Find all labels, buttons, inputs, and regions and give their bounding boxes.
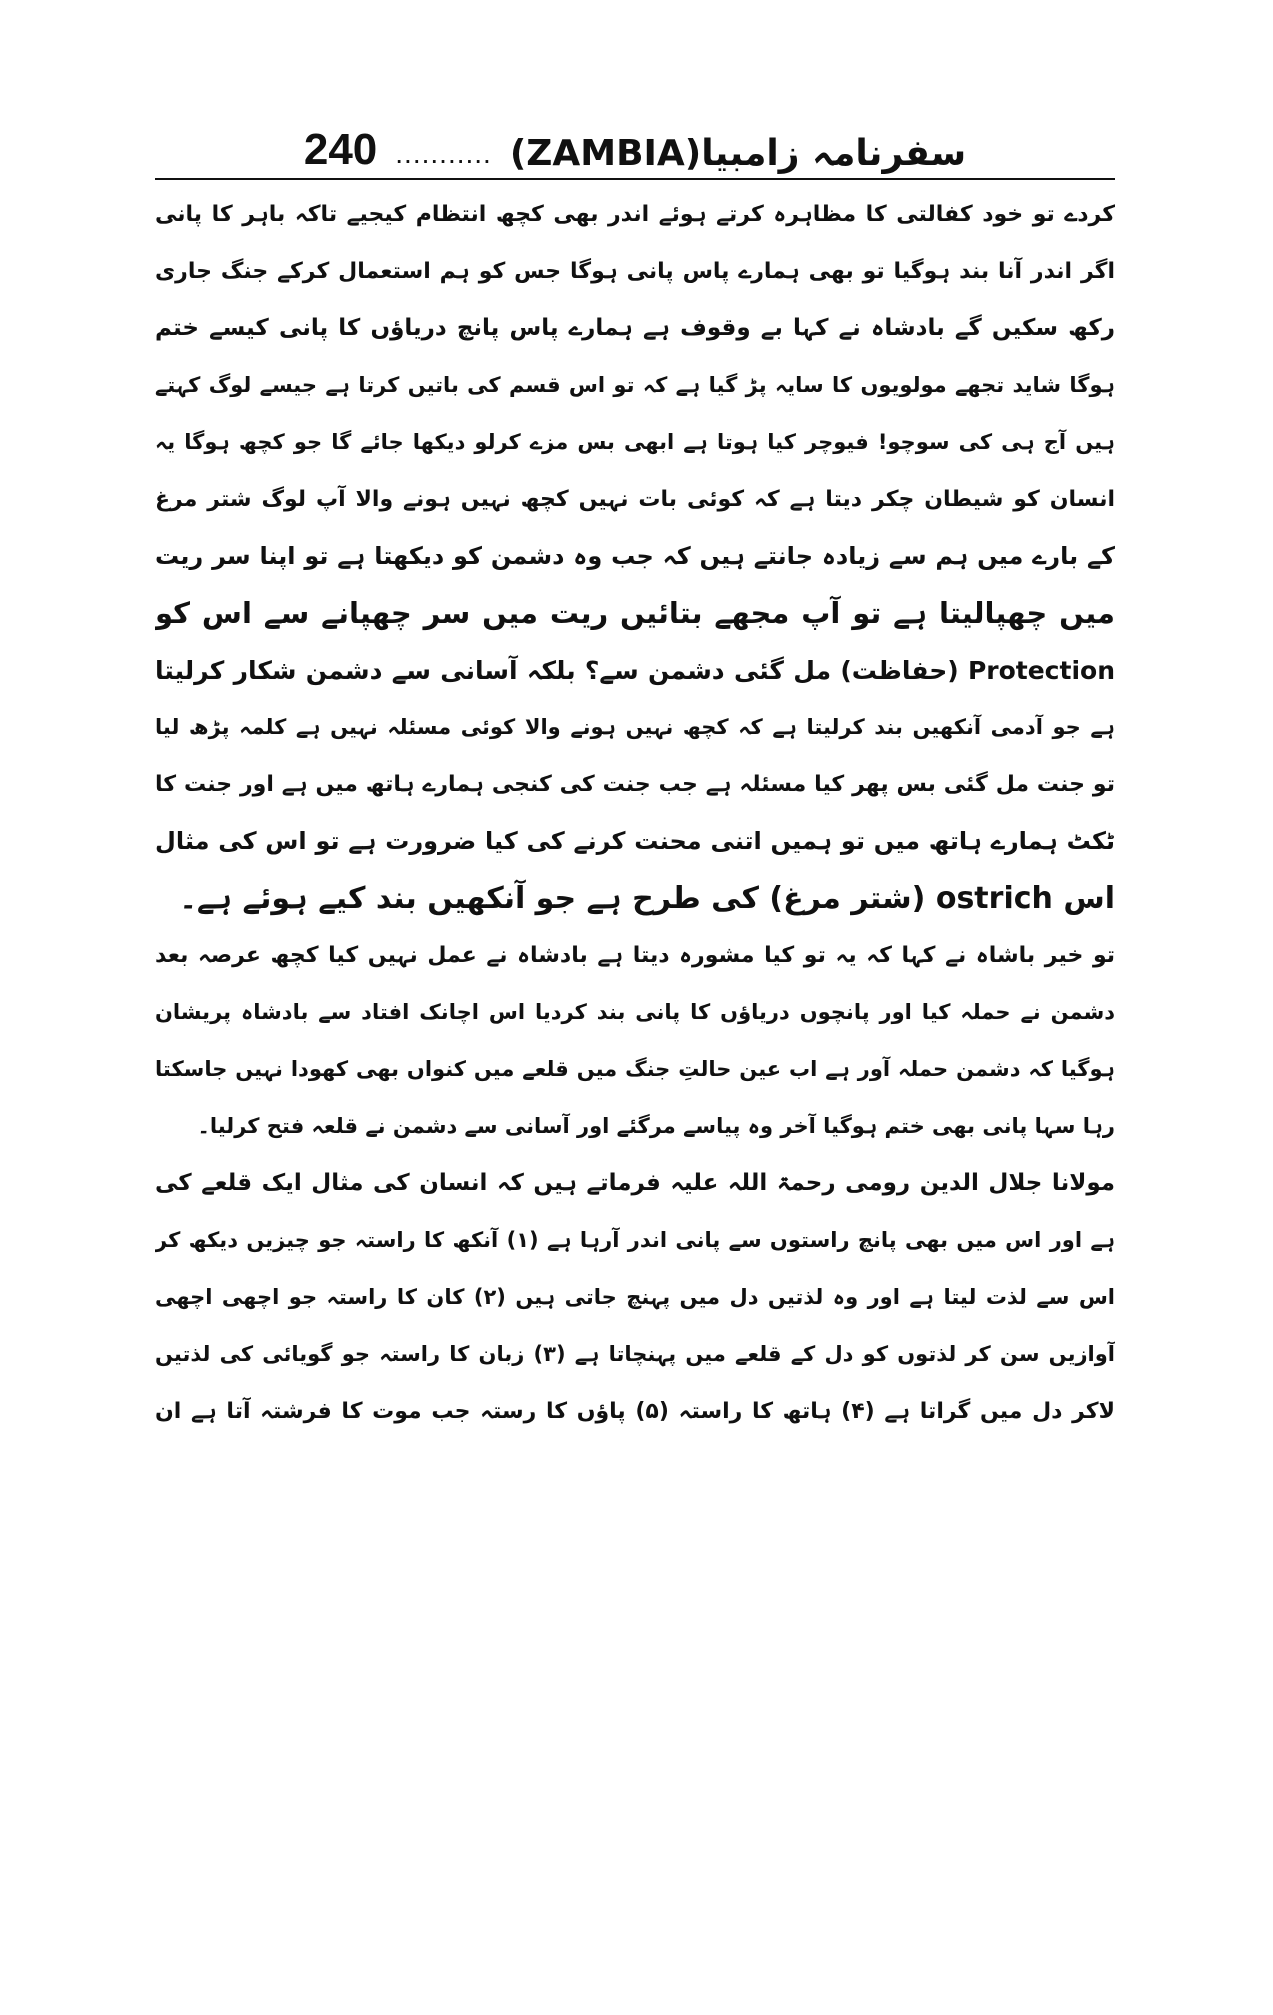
text-line: مولانا جلال الدین رومی رحمۃ اللہ علیہ فرماتے ہیں کہ انسان کی مثال ایک قلعے کی bbox=[155, 1170, 1115, 1196]
text-line: Protection (حفاظت) مل گئی دشمن سے؟ بلکہ آسانی سے دشمن شکار کرلیتا bbox=[155, 656, 1115, 685]
text-line: ہیں آج ہی کی سوچو! فیوچر کیا ہوتا ہے ابھی بس مزے کرلو دیکھا جائے گا جو کچھ ہوگا یہ bbox=[155, 430, 1115, 454]
header-divider bbox=[155, 178, 1115, 180]
book-title: سفرنامہ زامبیا(ZAMBIA) bbox=[509, 133, 967, 174]
text-line: لاکر دل میں گراتا ہے (۴) ہاتھ کا راستہ (۵) پاؤں کا رستہ جب موت کا فرشتہ آتا ہے ان bbox=[155, 1399, 1115, 1424]
text-line: اگر اندر آنا بند ہوگیا تو بھی ہمارے پاس پانی ہوگا جس کو ہم استعمال کرکے جنگ جاری bbox=[155, 259, 1115, 284]
text-line: تو خیر باشاہ نے کہا کہ یہ تو کیا مشورہ دیتا ہے بادشاہ نے عمل نہیں کیا کچھ عرصہ بعد bbox=[155, 943, 1115, 968]
dot-leader: ........... bbox=[395, 138, 492, 169]
text-line: کے بارے میں ہم سے زیادہ جانتے ہیں کہ جب وہ دشمن کو دیکھتا ہے تو اپنا سر ریت bbox=[155, 542, 1115, 570]
text-line: دشمن نے حملہ کیا اور پانچوں دریاؤں کا پانی بند کردیا اس اچانک افتاد سے بادشاہ پریشان bbox=[155, 1000, 1115, 1024]
text-line: کردے تو خود کفالتی کا مظاہرہ کرتے ہوئے اندر بھی کچھ انتظام کیجیے تاکہ باہر کا پانی bbox=[155, 202, 1115, 227]
text-line: انسان کو شیطان چکر دیتا ہے کہ کوئی بات نہیں کچھ نہیں ہونے والا آپ لوگ شتر مرغ bbox=[155, 487, 1115, 512]
text-line: میں چھپالیتا ہے تو آپ مجھے بتائیں ریت میں سر چھپانے سے اس کو bbox=[155, 596, 1115, 630]
text-line: اس سے لذت لیتا ہے اور وہ لذتیں دل میں پہنچ جاتی ہیں (۲) کان کا راستہ جو اچھی اچھی bbox=[155, 1285, 1115, 1309]
text-line: ٹکٹ ہمارے ہاتھ میں تو ہمیں اتنی محنت کرنے کی کیا ضرورت ہے تو اس کی مثال bbox=[155, 827, 1115, 855]
text-line: تو جنت مل گئی بس پھر کیا مسئلہ ہے جب جنت کی کنجی ہمارے ہاتھ میں ہے اور جنت کا bbox=[155, 772, 1115, 797]
paragraph-end-line: اس ostrich (شتر مرغ) کی طرح ہے جو آنکھیں بند کیے ہوئے ہے۔ bbox=[179, 881, 1115, 916]
text-line: ہے اور اس میں بھی پانچ راستوں سے پانی اندر آرہا ہے (۱) آنکھ کا راستہ جو چیزیں دیکھ کر bbox=[155, 1228, 1115, 1252]
body-text bbox=[155, 186, 1115, 1440]
text-line: ہوگا شاید تجھے مولویوں کا سایہ پڑ گیا ہے کہ تو اس قسم کی باتیں کرتا ہے جیسے لوگ کہتے bbox=[155, 373, 1115, 397]
text-line: ہے جو آدمی آنکھیں بند کرلیتا ہے کہ کچھ نہیں ہونے والا کوئی مسئلہ نہیں ہے کلمہ پڑھ لیا bbox=[155, 715, 1115, 739]
paragraph-end-line: رہا سہا پانی بھی ختم ہوگیا آخر وہ پیاسے مرگئے اور آسانی سے دشمن نے قلعہ فتح کرلیا۔ bbox=[197, 1114, 1115, 1138]
text-line: رکھ سکیں گے بادشاہ نے کہا بے وقوف ہے ہمارے پاس پانچ دریاؤں کا پانی کیسے ختم bbox=[155, 315, 1115, 341]
running-header bbox=[155, 112, 1115, 172]
text-line: آوازیں سن کر لذتوں کو دل کے قلعے میں پہنچاتا ہے (۳) زبان کا راستہ جو گویائی کی لذتیں bbox=[155, 1342, 1115, 1366]
page-number: 240 bbox=[303, 125, 378, 174]
text-line: ہوگیا کہ دشمن حملہ آور ہے اب عین حالتِ جنگ میں قلعے میں کنواں بھی کھودا نہیں جاسکتا bbox=[155, 1057, 1115, 1081]
